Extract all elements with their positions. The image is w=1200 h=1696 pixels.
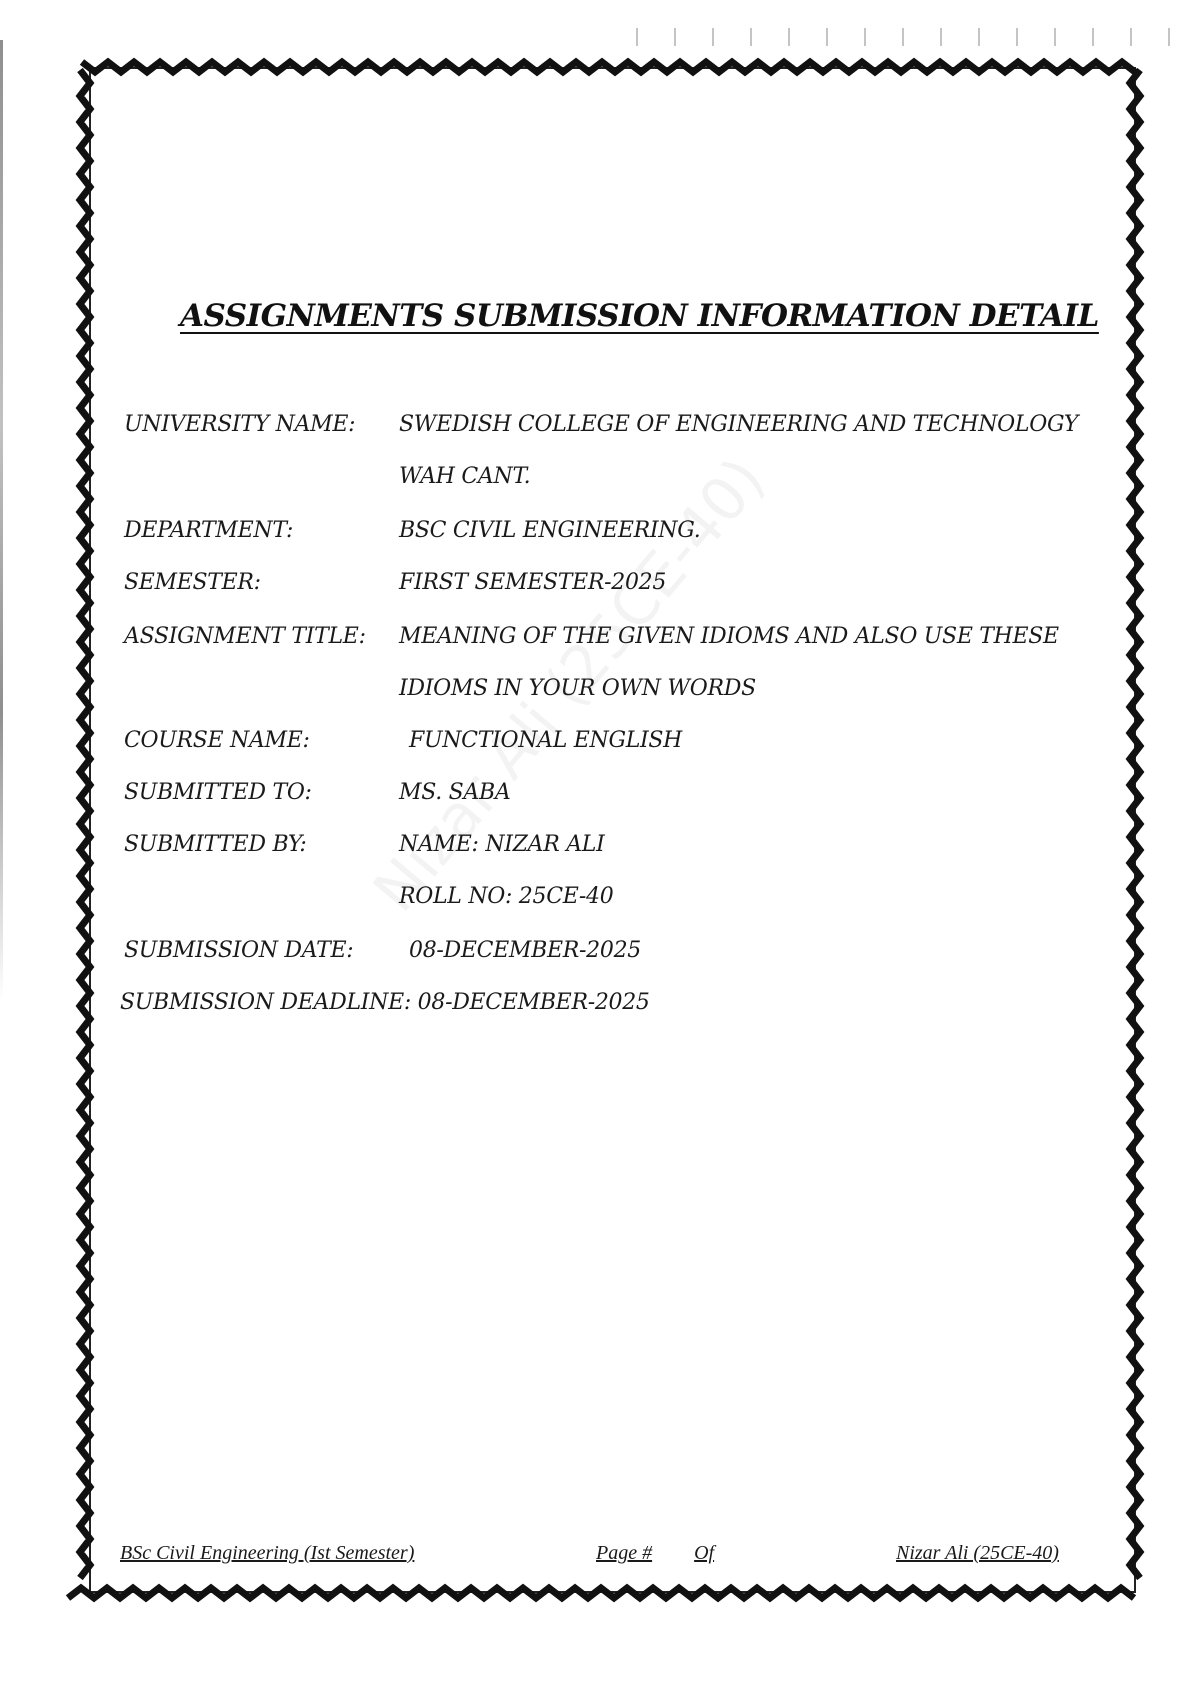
field-value: WAH CANT.	[399, 464, 531, 489]
field-value: MEANING OF THE GIVEN IDIOMS AND ALSO USE THESE	[399, 624, 1059, 649]
footer-author: Nizar Ali (25CE-40)	[896, 1542, 1059, 1564]
field-label: SUBMISSION DEADLINE:	[120, 990, 411, 1015]
footer-of-label: Of	[694, 1542, 715, 1564]
field-label: UNIVERSITY NAME:	[124, 412, 356, 437]
page-title: ASSIGNMENTS SUBMISSION INFORMATION DETAIL	[180, 298, 1099, 334]
field-value: MS. SABA	[399, 780, 511, 805]
footer-page-number	[596, 1542, 714, 1565]
field-course	[124, 728, 1084, 762]
field-value: FIRST SEMESTER-2025	[399, 570, 667, 595]
field-label: SUBMITTED BY:	[124, 832, 307, 857]
field-assignment-title	[124, 624, 1084, 658]
footer-course: BSc Civil Engineering (Ist Semester)	[120, 1542, 415, 1564]
field-value: ROLL NO: 25CE-40	[399, 884, 614, 909]
field-value: BSC CIVIL ENGINEERING.	[399, 518, 701, 543]
field-submitted-to	[124, 780, 1084, 814]
field-university	[124, 412, 1084, 446]
field-value: NAME: NIZAR ALI	[399, 832, 605, 857]
field-department	[124, 518, 1084, 552]
field-university-cont	[124, 464, 1084, 498]
field-label: COURSE NAME:	[124, 728, 310, 753]
field-label: SUBMISSION DATE:	[124, 938, 354, 963]
field-label: SEMESTER:	[124, 570, 261, 595]
footer-page-label: Page #	[596, 1542, 653, 1564]
field-assignment-title-cont	[124, 676, 1084, 710]
field-value: 08-DECEMBER-2025	[409, 938, 641, 963]
field-semester	[124, 570, 1084, 604]
field-value: FUNCTIONAL ENGLISH	[409, 728, 683, 753]
field-value: 08-DECEMBER-2025	[417, 990, 650, 1015]
field-value: SWEDISH COLLEGE OF ENGINEERING AND TECHNOLOGY	[399, 412, 1079, 437]
field-value: IDIOMS IN YOUR OWN WORDS	[399, 676, 756, 701]
field-submitted-by	[124, 832, 1084, 866]
field-submission-date	[124, 938, 1084, 972]
field-roll-number	[124, 884, 1084, 918]
field-label: DEPARTMENT:	[124, 518, 294, 543]
field-submission-deadline	[120, 990, 1080, 1024]
field-label: ASSIGNMENT TITLE:	[124, 624, 366, 649]
field-label: SUBMITTED TO:	[124, 780, 312, 805]
